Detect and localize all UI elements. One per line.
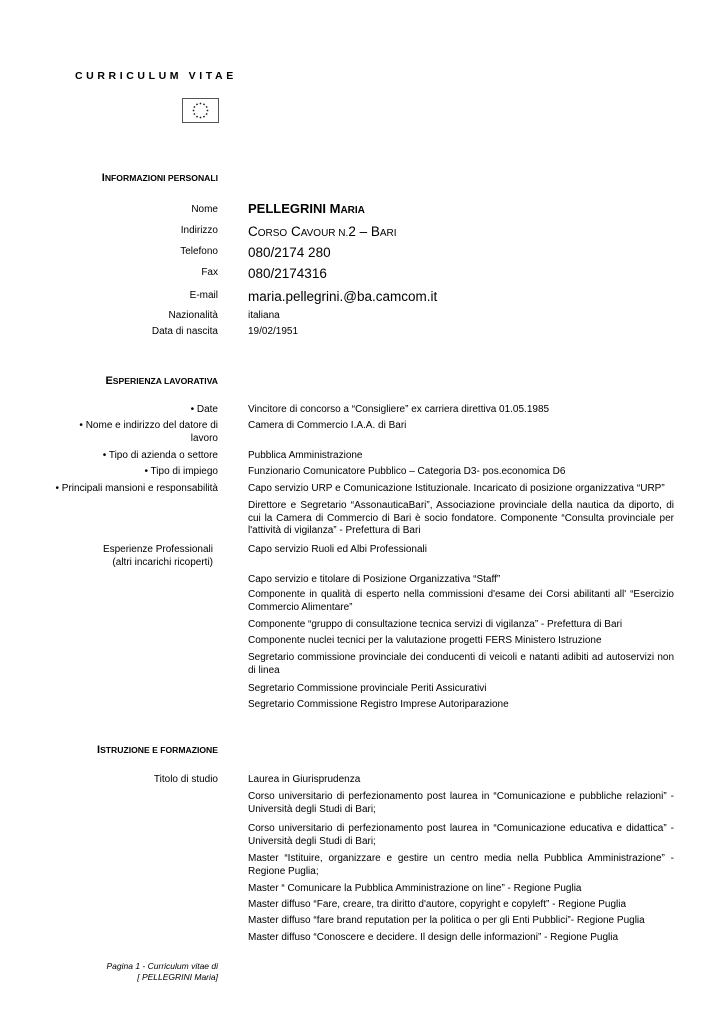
nome-value: PELLEGRINI MARIA xyxy=(248,201,365,216)
nascita-label: Data di nascita xyxy=(151,326,218,337)
nome-label: Nome xyxy=(191,204,218,215)
education-item: Corso universitario di perfezionamento post laurea in “Comunicazione e pubbliche relazioni” - Università degli Studi di Bari; xyxy=(248,791,674,815)
impiego-value: Funzionario Comunicatore Pubblico – Categoria D3- pos.economica D6 xyxy=(248,466,566,477)
mansioni-item: Capo servizio URP e Comunicazione Istituzionale. Incaricato di posizione organizzativa “URP” xyxy=(248,483,665,494)
education-item: Master “Istituire, organizzare e gestire un centro media nella Pubblica Amministrazione” - Regione Puglia; xyxy=(248,853,674,877)
datore-value: Camera di Commercio I.A.A. di Bari xyxy=(248,420,407,431)
mansioni-label: • Principali mansioni e responsabilità xyxy=(55,483,218,494)
esperienze-item: Segretario Commissione provinciale Periti Assicurativi xyxy=(248,683,487,694)
education-item: Master “ Comunicare la Pubblica Amministrazione on line” - Regione Puglia xyxy=(248,883,582,894)
settore-label: • Tipo di azienda o settore xyxy=(102,450,218,461)
esperienze-label: Esperienze Professionali (altri incarichi ricoperti) xyxy=(102,544,213,568)
fax-label: Fax xyxy=(201,267,218,278)
document-title: CURRICULUM VITAE xyxy=(75,70,237,82)
date-value: Vincitore di concorso a “Consigliere” ex carriera direttiva 01.05.1985 xyxy=(248,404,550,415)
settore-value: Pubblica Amministrazione xyxy=(248,450,363,461)
titolo-label: Titolo di studio xyxy=(153,774,218,785)
mansioni-item: Direttore e Segretario “AssonauticaBari”, Associazione provinciale della nautica da diporto, di cui la Camera di Commercio di Bari è socio fondatore. Componente “Consulta provinciale per l'attività di vigilanza” - Prefettura di Bari xyxy=(248,500,674,536)
esperienze-item: Segretario Commissione Registro Imprese Autoriparazione xyxy=(248,699,509,710)
esperienze-item: Capo servizio e titolare di Posizione Organizzativa “Staff” xyxy=(248,574,501,585)
date-label: • Date xyxy=(190,404,218,415)
fax-value: 080/2174316 xyxy=(248,266,327,281)
esperienze-item: Capo servizio Ruoli ed Albi Professionali xyxy=(248,544,427,555)
education-item: Master diffuso “Conoscere e decidere. Il design delle informazioni” - Regione Puglia xyxy=(248,932,619,943)
page-footer: Pagina 1 - Curriculum vitae di [ PELLEGRINI Maria] xyxy=(106,961,218,982)
section-experience-heading: ESPERIENZA LAVORATIVA xyxy=(105,375,218,387)
eu-flag-icon xyxy=(182,98,219,123)
impiego-label: • Tipo di impiego xyxy=(144,466,218,477)
indirizzo-label: Indirizzo xyxy=(180,225,218,236)
telefono-label: Telefono xyxy=(180,246,218,257)
education-item: Master diffuso “Fare, creare, tra diritto d'autore, copyright e copyleft” - Regione Puglia xyxy=(248,899,627,910)
nazionalita-label: Nazionalità xyxy=(168,310,218,321)
education-item: Corso universitario di perfezionamento post laurea in “Comunicazione educativa e didattica” - Università degli Studi di Bari; xyxy=(248,823,674,847)
nascita-value: 19/02/1951 xyxy=(248,326,299,337)
section-personal-heading: INFORMAZIONI PERSONALI xyxy=(101,172,218,184)
datore-label: • Nome e indirizzo del datore di lavoro xyxy=(79,420,218,444)
email-label: E-mail xyxy=(189,290,218,301)
esperienze-item: Componente in qualità di esperto nella commissioni d'esame dei Corsi abilitanti all' “Esercizio Commercio Alimentare” xyxy=(248,589,674,613)
telefono-value: 080/2174 280 xyxy=(248,245,331,260)
email-value: maria.pellegrini.@ba.camcom.it xyxy=(248,289,438,304)
esperienze-item: Segretario commissione provinciale dei conducenti di veicoli e natanti adibiti ad autoservizi non di linea xyxy=(248,652,674,676)
indirizzo-value: CORSO CAVOUR N.2 – BARI xyxy=(248,224,397,239)
esperienze-item: Componente nuclei tecnici per la valutazione progetti FERS Ministero Istruzione xyxy=(248,635,602,646)
education-item: Master diffuso “fare brand reputation per la politica o per gli Enti Pubblici”- Regione Puglia xyxy=(248,915,645,926)
section-education-heading: ISTRUZIONE E FORMAZIONE xyxy=(97,744,218,756)
education-item: Laurea in Giurisprudenza xyxy=(248,774,361,785)
esperienze-item: Componente “gruppo di consultazione tecnica servizi di vigilanza” - Prefettura di Bari xyxy=(248,619,623,630)
nazionalita-value: italiana xyxy=(248,310,280,321)
